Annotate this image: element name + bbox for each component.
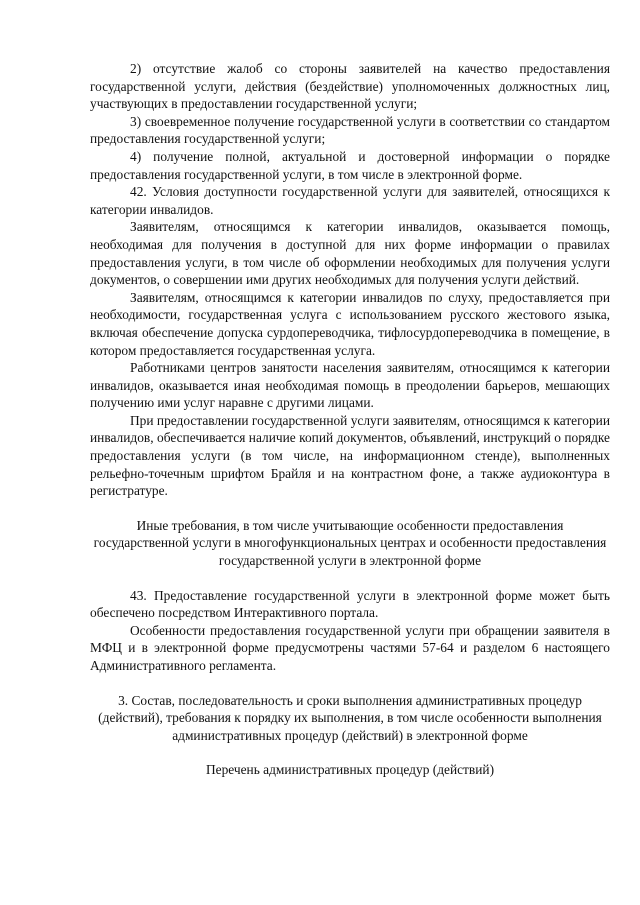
paragraph-clause-42: 42. Условия доступности государственной услуги для заявителей, относящихся к категории инвалидов. [90, 184, 610, 217]
paragraph-employment-centers: Работниками центров занятости населения заявителям, относящимся к категории инвалидов, оказывается иная необходимая помощь в преодолении барьеров, мешающих получению ими услуг наравне с другими лицами. [90, 360, 610, 411]
paragraph-item-2: 2) отсутствие жалоб со стороны заявителей на качество предоставления государственной услуги, действия (бездействие) уполномоченных должностных лиц, участвующих в предоставлении государственной услуги; [90, 61, 610, 112]
paragraph-mfc-specifics: Особенности предоставления государственной услуги при обращении заявителя в МФЦ и в электронной форме предусмотрены частями 57-64 и разделом 6 настоящего Административного регламента. [90, 622, 610, 673]
paragraph-braille-documents: При предоставлении государственной услуги заявителям, относящимся к категории инвалидов, обеспечивается наличие копий документов, объявлений, инструкций о порядке предоставления услуги (в том числе, на информационном стенде), выполненных рельефно-точечным шрифтом Брайля и на контрастном фоне, а также аудиоконтура в регистратуре. [90, 412, 610, 499]
paragraph-clause-43: 43. Предоставление государственной услуги в электронной форме может быть обеспечено посредством Интерактивного портала. [90, 587, 610, 621]
heading-procedures-list: Перечень административных процедур (действий) [205, 762, 495, 778]
paragraph-item-3: 3) своевременное получение государственной услуги в соответствии со стандартом предоставления государственной услуги; [90, 113, 610, 147]
paragraph-item-4: 4) получение полной, актуальной и достоверной информации о порядке предоставления государственной услуги, в том числе в электронной форме. [90, 148, 610, 182]
paragraph-disabled-assistance: Заявителям, относящимся к категории инвалидов, оказывается помощь, необходимая для получения в доступной для них форме информации о правилах предоставления услуги, в том числе об оформлении необходимых для получения услуги документов, о совершении ими других необходимых для получения услуги действий. [90, 219, 610, 288]
heading-other-requirements: Иные требования, в том числе учитывающие особенности предоставления государственной услуги в многофункциональных центрах и особенности предоставления государственной услуги в электронной форме [93, 517, 607, 569]
paragraph-hearing-impaired: Заявителям, относящимся к категории инвалидов по слуху, предоставляется при необходимости, государственная услуга с использованием русского жестового языка, включая обеспечение допуска сурдопереводчика, тифлосурдопереводчика в помещение, в котором предоставляется государственная услуга. [90, 289, 610, 358]
heading-section-3: 3. Состав, последовательность и сроки выполнения административных процедур (действий), требования к порядку их выполнения, в том числе особенности выполнения административных процедур (действий) в электронной форме [98, 692, 602, 743]
